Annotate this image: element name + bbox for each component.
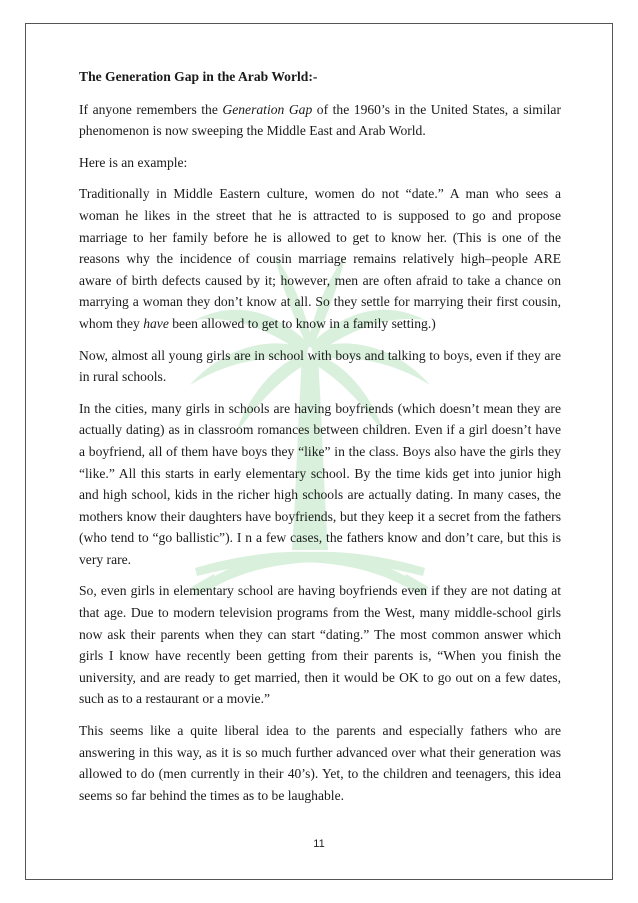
paragraph — [79, 152, 561, 174]
text-run: Traditionally in Middle Eastern culture, women do not “date.” A man who sees a woman he likes in the street that he is attracted to is supposed to go and propose marriage to her family before he is allowed to get to know her. (This is one of the reasons why the incidence of cousin marriage remains relatively high–people ARE aware of birth defects caused by it; however, men are often afraid to take a chance on marrying a woman they don’t know at all. So they settle for marrying their first cousin, whom they — [79, 186, 561, 331]
text-run: So, even girls in elementary school are having boyfriends even if they are not dating at that age. Due to modern television programs from the West, many middle-school girls now ask their parents when they can start “dating.” The most common answer which girls I know have recently been getting from their parents is, “When you finish the university, and are ready to get married, then it would be OK to go out on a few dates, such as to a restaurant or a movie.” — [79, 583, 561, 707]
page-number: 11 — [313, 838, 325, 850]
text-run: been allowed to get to know in a family setting.) — [168, 315, 436, 331]
paragraph — [79, 345, 561, 388]
paragraph — [79, 99, 561, 142]
text-run: This seems like a quite liberal idea to the parents and especially fathers who are answering in this way, as it is so much further advanced over what their generation was allowed to do (men currently in their 40’s). Yet, to the children and teenagers, this idea seems so far behind the times as to be laughable. — [79, 723, 561, 803]
italic-text: Generation Gap — [222, 101, 313, 117]
document-title: The Generation Gap in the Arab World:- — [79, 69, 318, 84]
paragraph — [79, 183, 561, 334]
text-run: If anyone remembers the — [79, 101, 223, 117]
text-run: Here is an example: — [79, 154, 188, 170]
italic-text: have — [143, 315, 169, 331]
text-run: Now, almost all young girls are in school with boys and talking to boys, even if they are in rural schools. — [79, 347, 561, 385]
paragraph-list — [79, 99, 561, 807]
paragraph — [79, 720, 561, 806]
paragraph — [79, 580, 561, 710]
text-run: of the 1960’s in the United States, a similar phenomenon is now sweeping the Middle East and Arab World. — [79, 101, 561, 139]
document-body — [79, 66, 561, 816]
text-run: In the cities, many girls in schools are having boyfriends (which doesn’t mean they are actually dating) as in classroom romances between children. Even if a girl doesn’t have a boyfriend, all of them have boys they “like” in the class. Boys also have the girls they “like.” All this starts in early elementary school. By the time kids get into junior high and high school, kids in the richer high schools are actually dating. In many cases, the mothers know their daughters have boyfriends, but they keep it a secret from the fathers (who tend to “go ballistic”). I n a few cases, the fathers know and don’t care, but this is very rare. — [79, 400, 561, 567]
paragraph — [79, 398, 561, 571]
